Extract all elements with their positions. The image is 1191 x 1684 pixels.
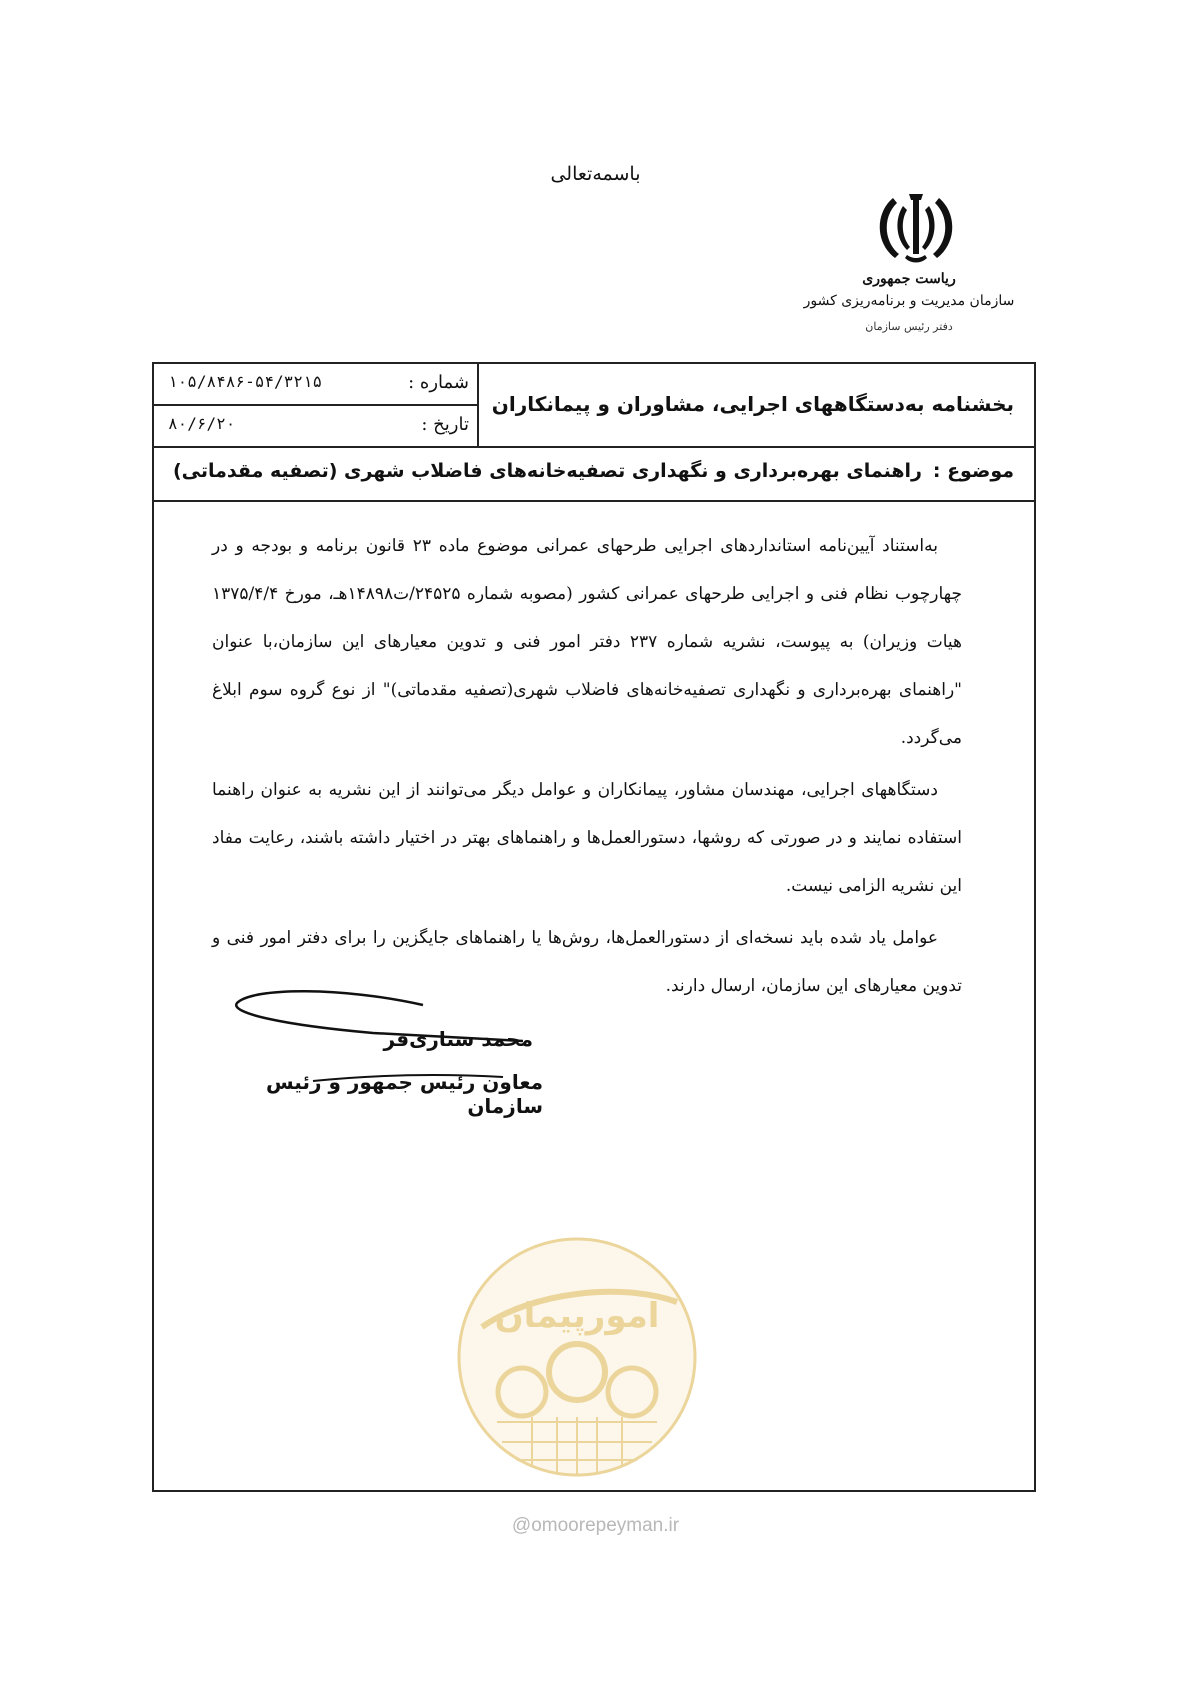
signature-block bbox=[223, 985, 543, 1125]
invocation-text: باسمه‌تعالی bbox=[550, 163, 641, 185]
number-value: ۱۰۵/۸۴۸۶-۵۴/۳۲۱۵ bbox=[168, 372, 323, 391]
signatory-name: محمد ستاری‌فر bbox=[383, 1027, 533, 1051]
letter-header-row bbox=[154, 364, 1034, 448]
date-row bbox=[154, 406, 477, 446]
watermark-site-text: @omoorepeyman.ir bbox=[511, 1515, 680, 1536]
issuer-line-1: ریاست جمهوری bbox=[862, 271, 956, 287]
issuer-block bbox=[779, 268, 1039, 342]
letter-body bbox=[212, 522, 962, 1014]
iran-emblem-icon bbox=[873, 188, 959, 268]
number-row bbox=[154, 364, 477, 406]
date-label: تاریخ : bbox=[421, 414, 469, 435]
omoorepeyman-logo-icon bbox=[452, 1232, 702, 1482]
subject-text: راهنمای بهره‌برداری و نگهداری تصفیه‌خانه‌های فاضلاب شهری (تصفیه مقدماتی) bbox=[172, 460, 922, 482]
body-paragraph-3: عوامل یاد شده باید نسخه‌ای از دستورالعمل‌ها، روش‌ها یا راهنماهای جایگزین را برای دفتر امور فنی و تدوین معیارهای این سازمان، ارسال دارند. bbox=[212, 928, 962, 996]
circular-recipients: بخشنامه به‌دستگاههای اجرایی، مشاوران و پیمانکاران bbox=[491, 392, 1014, 416]
signatory-title: معاون رئیس جمهور و رئیس سازمان bbox=[266, 1070, 543, 1118]
issuer-line-3: دفتر رئیس سازمان bbox=[865, 320, 953, 333]
body-paragraph-1: به‌استناد آیین‌نامه استانداردهای اجرایی طرحهای عمرانی موضوع ماده ۲۳ قانون برنامه و بودجه و در چهارچوب نظام فنی و اجرایی طرحهای عمرانی کشور (مصوبه شماره ۲۴۵۲۵/ت۱۴۸۹۸هـ، مورخ ۱۳۷۵/۴/۴ هیات وزیران) به پیوست، نشریه شماره ۲۳۷ دفتر امور فنی و تدوین معیارهای این سازمان،با عنوان "راهنمای بهره‌برداری و نگهداری تصفیه‌خانه‌های فاضلاب شهری(تصفیه مقدماتی)" از نوع گروه سوم ابلاغ می‌گردد. bbox=[212, 536, 962, 748]
subject-label: موضوع : bbox=[932, 460, 1014, 482]
date-value: ۸۰/۶/۲۰ bbox=[168, 414, 236, 433]
body-paragraph-2: دستگاههای اجرایی، مهندسان مشاور، پیمانکاران و عوامل دیگر می‌توانند از این نشریه به عنوان راهنما استفاده نمایند و در صورتی که روشها، دستورالعمل‌ها و راهنماهای بهتر در اختیار داشته باشند، رعایت مفاد این نشریه الزامی نیست. bbox=[212, 780, 962, 896]
letter-meta-box bbox=[154, 364, 479, 446]
issuer-line-2: سازمان مدیریت و برنامه‌ریزی کشور bbox=[803, 293, 1015, 309]
svg-text:امورپیمان: امورپیمان bbox=[494, 1296, 660, 1336]
subject-row bbox=[154, 448, 1034, 502]
number-label: شماره : bbox=[408, 372, 469, 393]
